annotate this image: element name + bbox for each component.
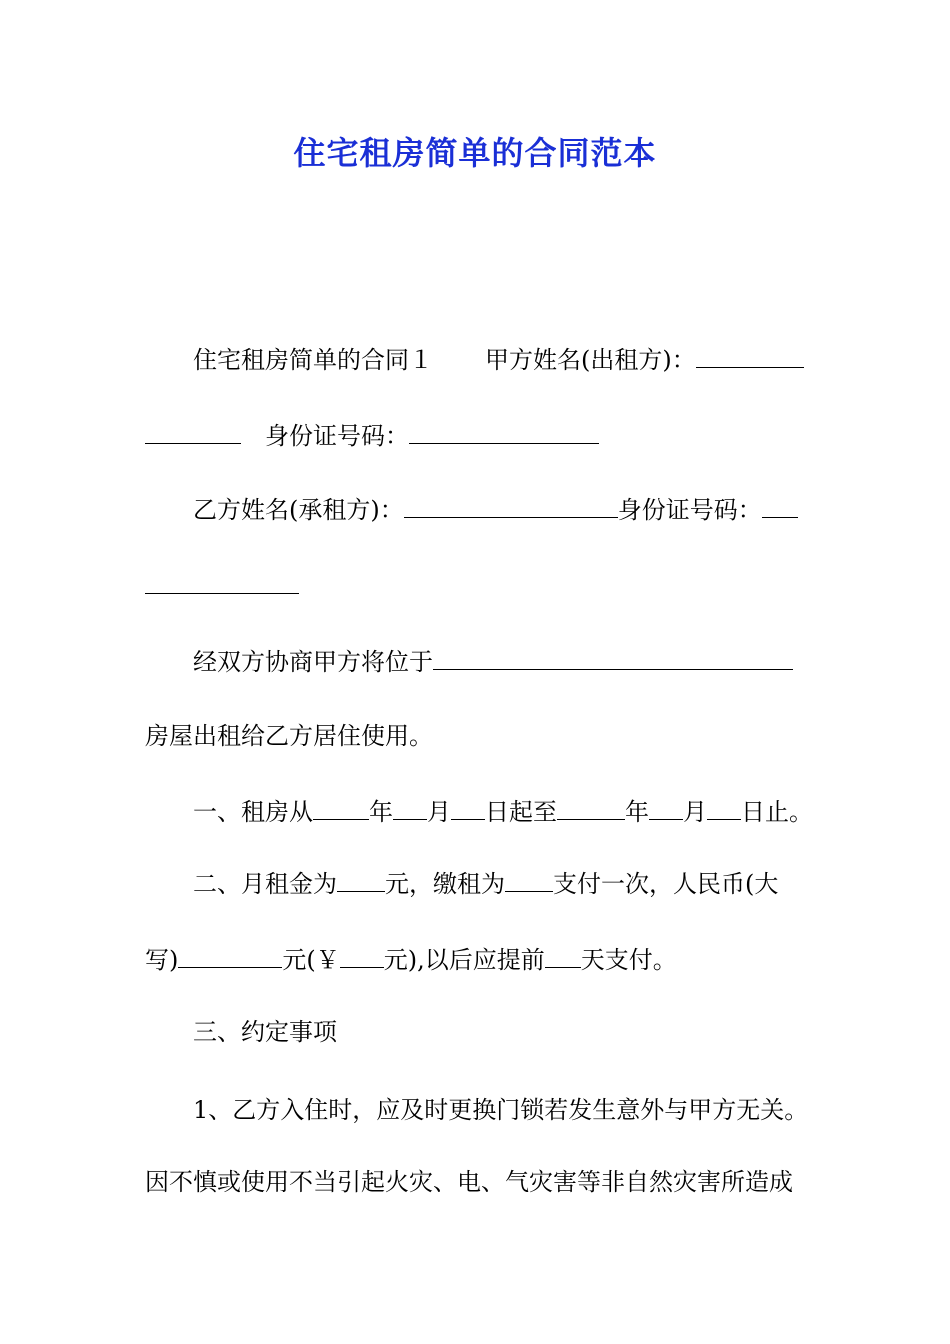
end-month-label: 月 xyxy=(683,798,707,826)
party-b-name-blank xyxy=(404,495,618,518)
start-day-label: 日起至 xyxy=(485,798,557,826)
payment-cycle-blank xyxy=(505,869,553,892)
usage-text: 房屋出租给乙方居住使用。 xyxy=(145,722,433,750)
end-year-blank xyxy=(557,797,625,820)
party-b-id-label: 身份证号码： xyxy=(617,496,762,524)
party-b-id-blank xyxy=(762,495,798,518)
contract-line-2 xyxy=(145,420,815,452)
party-a-name-blank xyxy=(696,345,804,368)
start-year-blank xyxy=(313,797,369,820)
clause-1-text: 1、乙方入住时，应及时更换门锁若发生意外与甲方无关。 xyxy=(193,1096,809,1124)
end-year-label: 年 xyxy=(625,798,649,826)
term-label: 一、租房从 xyxy=(193,798,313,826)
party-a-name-blank-cont xyxy=(145,421,241,444)
start-month-blank xyxy=(393,797,427,820)
contract-line-6 xyxy=(145,720,815,752)
party-b-id-blank-cont xyxy=(145,571,299,594)
advance-label: 元),以后应提前 xyxy=(383,946,545,974)
party-a-name-label: 甲方姓名(出租方)： xyxy=(485,346,696,374)
contract-line-8 xyxy=(193,868,815,900)
party-a-id-blank xyxy=(409,421,599,444)
end-month-blank xyxy=(649,797,683,820)
pay-days-label: 天支付。 xyxy=(580,946,677,974)
start-month-label: 月 xyxy=(427,798,451,826)
contract-line-3 xyxy=(193,494,815,526)
location-label: 经双方协商甲方将位于 xyxy=(193,648,433,676)
contract-line-4 xyxy=(145,570,815,602)
party-b-name-label: 乙方姓名(承租方)： xyxy=(193,496,404,524)
numeric-amount-blank xyxy=(340,945,384,968)
section-three-heading: 三、约定事项 xyxy=(193,1018,337,1046)
rent-label: 二、月租金为 xyxy=(193,870,337,898)
start-year-label: 年 xyxy=(369,798,393,826)
contract-line-10 xyxy=(193,1016,815,1048)
location-blank xyxy=(433,647,793,670)
page-title: 住宅租房简单的合同范本 xyxy=(293,134,657,172)
contract-line-5 xyxy=(193,646,815,678)
advance-days-blank xyxy=(545,945,581,968)
contract-line-7 xyxy=(193,796,815,828)
yuan-label: 元(￥ xyxy=(282,946,340,974)
party-a-id-label: 身份证号码： xyxy=(265,422,409,450)
contract-line-11 xyxy=(193,1094,815,1126)
contract-line-9 xyxy=(145,944,815,976)
contract-line-12 xyxy=(145,1166,815,1198)
start-day-blank xyxy=(451,797,485,820)
end-day-blank xyxy=(707,797,741,820)
uppercase-label: 写) xyxy=(145,946,179,974)
clause-1-continued-text: 因不慎或使用不当引起火灾、电、气灾害等非自然灾害所造成 xyxy=(145,1168,793,1196)
payment-once-label: 支付一次，人民币(大 xyxy=(553,870,779,898)
uppercase-amount-blank xyxy=(178,945,282,968)
payment-cycle-label: 元，缴租为 xyxy=(385,870,505,898)
end-day-label: 日止。 xyxy=(741,798,813,826)
contract-heading-text: 住宅租房简单的合同１ xyxy=(193,346,433,374)
rent-amount-blank xyxy=(337,869,385,892)
contract-line-1 xyxy=(193,344,815,376)
